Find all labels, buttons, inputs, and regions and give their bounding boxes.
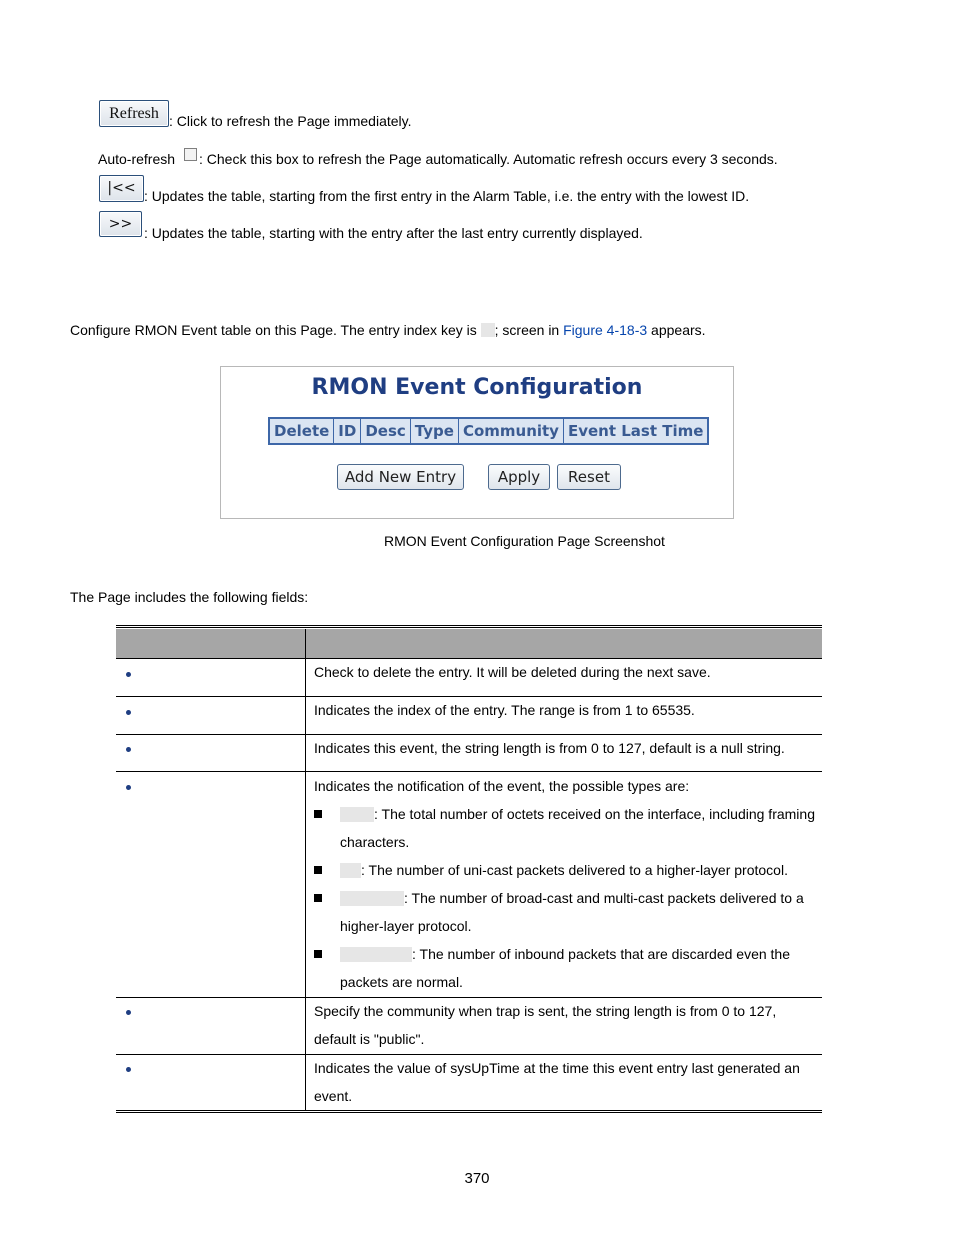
figure-link[interactable]: Figure 4-18-3 xyxy=(563,322,648,338)
figure-caption: RMON Event Configuration Page Screenshot xyxy=(384,533,665,549)
last-time-description-line-2: event. xyxy=(314,1088,353,1104)
type-option-3-name xyxy=(340,891,404,906)
type-option-4 xyxy=(340,940,790,968)
first-page-description: : Updates the table, starting from the first entry in the Alarm Table, i.e. the entry with the lowest ID. xyxy=(144,188,750,204)
list-square-icon xyxy=(314,866,322,874)
type-option-2-text: : The number of uni-cast packets delivered to a higher-layer protocol. xyxy=(361,862,788,878)
type-option-3 xyxy=(340,884,804,912)
apply-button[interactable]: Apply xyxy=(488,464,550,490)
next-page-button[interactable] xyxy=(99,211,142,237)
refresh-description: : Click to refresh the Page immediately. xyxy=(169,113,412,129)
auto-refresh-checkbox[interactable] xyxy=(184,148,197,161)
type-option-4-name xyxy=(340,947,412,962)
table-header-row xyxy=(116,629,822,658)
type-option-1-cont: characters. xyxy=(340,834,410,850)
intro-after-link: appears. xyxy=(651,322,706,338)
row-bullet xyxy=(126,1010,131,1015)
intro-after-key: ; screen in xyxy=(494,322,560,338)
refresh-button-label: Refresh xyxy=(109,105,159,122)
intro-before-key: Configure RMON Event table on this Page. The entry index key is xyxy=(70,322,477,338)
table-bottom-rule xyxy=(116,1110,822,1111)
screenshot-title: RMON Event Configuration xyxy=(311,375,643,400)
type-option-4-text: : The number of inbound packets that are discarded even the xyxy=(412,946,790,962)
auto-refresh-label: Auto-refresh xyxy=(98,151,176,167)
type-option-1-name xyxy=(340,807,374,822)
type-option-1 xyxy=(340,800,815,828)
add-new-entry-button[interactable]: Add New Entry xyxy=(337,464,464,490)
refresh-button[interactable] xyxy=(99,100,169,127)
next-page-description: : Updates the table, starting with the entry after the last entry currently displayed. xyxy=(144,225,643,241)
community-description-line-1: Specify the community when trap is sent, the string length is from 0 to 127, xyxy=(314,1003,777,1019)
column-desc: Desc xyxy=(361,419,410,443)
row-bullet xyxy=(126,672,131,677)
list-square-icon xyxy=(314,894,322,902)
reset-button[interactable]: Reset xyxy=(557,464,621,490)
first-page-button[interactable] xyxy=(99,175,144,202)
community-description-line-2: default is "public". xyxy=(314,1031,425,1047)
row-bullet xyxy=(126,1067,131,1072)
fields-intro: The Page includes the following fields: xyxy=(70,589,309,605)
last-time-description-line-1: Indicates the value of sysUpTime at the time this event entry last generated an xyxy=(314,1060,800,1076)
first-page-button-label: |<< xyxy=(107,180,136,196)
desc-description: Indicates this event, the string length is from 0 to 127, default is a null string. xyxy=(314,740,785,756)
type-option-3-cont: higher-layer protocol. xyxy=(340,918,472,934)
column-community: Community xyxy=(459,419,564,443)
delete-description: Check to delete the entry. It will be deleted during the next save. xyxy=(314,664,711,680)
row-bullet xyxy=(126,747,131,752)
column-type: Type xyxy=(411,419,459,443)
screenshot-header-row xyxy=(268,417,709,445)
type-option-4-cont: packets are normal. xyxy=(340,974,463,990)
auto-refresh-description: : Check this box to refresh the Page automatically. Automatic refresh occurs every 3 seconds. xyxy=(199,151,778,167)
type-option-1-text: : The total number of octets received on the interface, including framing xyxy=(374,806,815,822)
type-option-3-text: : The number of broad-cast and multi-cast packets delivered to a xyxy=(404,890,804,906)
id-description: Indicates the index of the entry. The range is from 1 to 65535. xyxy=(314,702,695,718)
type-description: Indicates the notification of the event, the possible types are: xyxy=(314,778,690,794)
column-event-last-time: Event Last Time xyxy=(567,422,704,440)
intro-paragraph xyxy=(70,321,706,339)
row-bullet xyxy=(126,785,131,790)
list-square-icon xyxy=(314,950,322,958)
column-id: ID xyxy=(334,419,361,443)
type-option-2-name xyxy=(340,863,361,878)
column-delete: Delete xyxy=(270,419,334,443)
page-number: 370 xyxy=(464,1170,490,1187)
table-top-rule-2 xyxy=(116,627,822,628)
column-divider xyxy=(305,629,306,1111)
row-bullet xyxy=(126,710,131,715)
list-square-icon xyxy=(314,810,322,818)
fields-table xyxy=(116,625,822,1115)
table-top-rule xyxy=(116,625,822,626)
next-page-button-label: >> xyxy=(108,216,133,232)
table-bottom-rule-2 xyxy=(116,1112,822,1113)
rmon-event-screenshot xyxy=(220,366,734,519)
type-option-2 xyxy=(340,856,788,884)
index-key-placeholder xyxy=(481,323,495,337)
